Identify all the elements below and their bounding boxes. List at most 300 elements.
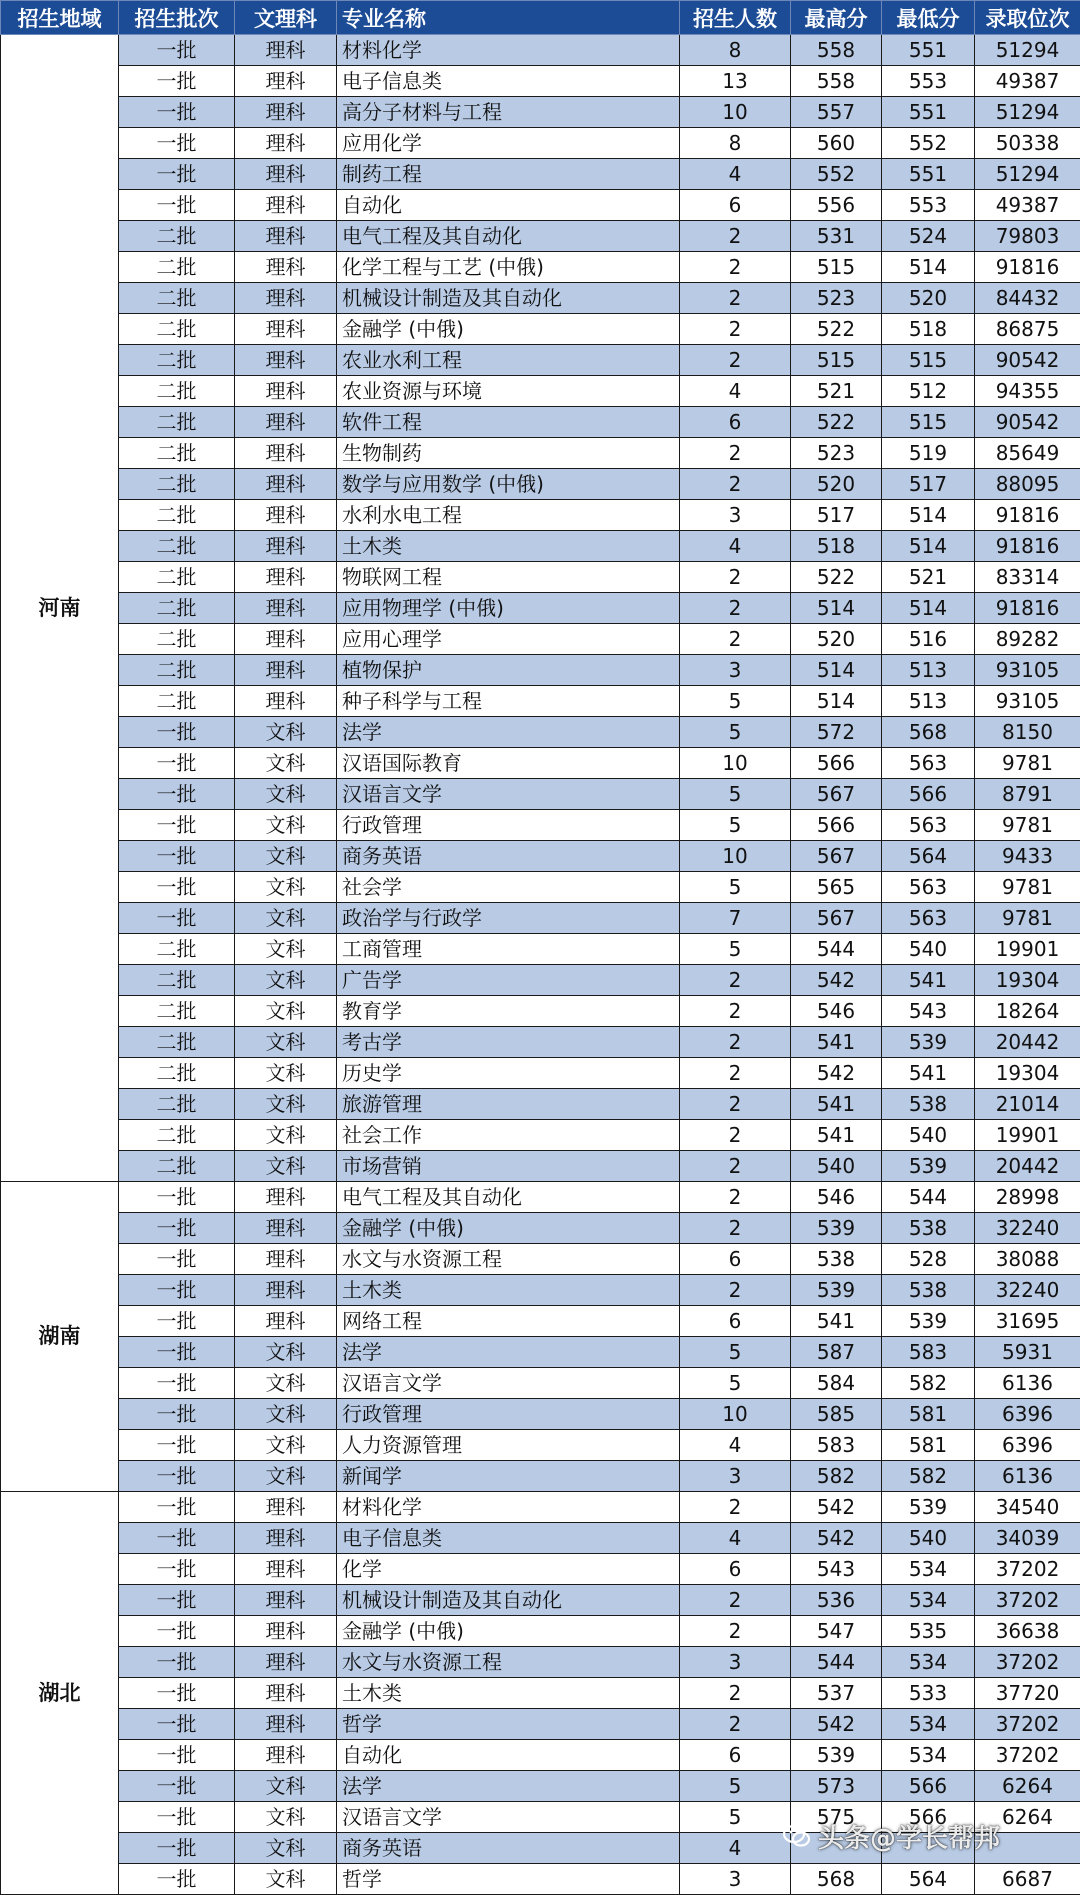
batch-cell: 一批 <box>119 66 235 97</box>
max-score-cell: 567 <box>791 841 882 872</box>
max-score-cell: 539 <box>791 1275 882 1306</box>
max-score-cell: 552 <box>791 159 882 190</box>
enrollment-cell: 3 <box>680 1647 791 1678</box>
batch-cell: 二批 <box>119 1089 235 1120</box>
table-row <box>1 1554 1080 1585</box>
max-score-cell: 541 <box>791 1306 882 1337</box>
enrollment-cell: 2 <box>680 996 791 1027</box>
batch-cell: 一批 <box>119 1585 235 1616</box>
enrollment-cell: 5 <box>680 717 791 748</box>
major-cell: 电气工程及其自动化 <box>337 221 680 252</box>
min-score-cell: 512 <box>882 376 975 407</box>
batch-cell: 二批 <box>119 531 235 562</box>
min-score-cell: 566 <box>882 1802 975 1833</box>
batch-cell: 二批 <box>119 407 235 438</box>
enrollment-cell: 2 <box>680 1213 791 1244</box>
track-cell: 理科 <box>235 1585 337 1616</box>
track-cell: 理科 <box>235 66 337 97</box>
table-row <box>1 748 1080 779</box>
major-cell: 旅游管理 <box>337 1089 680 1120</box>
batch-cell: 二批 <box>119 686 235 717</box>
table-row <box>1 1368 1080 1399</box>
table-row <box>1 1864 1080 1895</box>
max-score-cell: 531 <box>791 221 882 252</box>
min-score-cell: 520 <box>882 283 975 314</box>
major-cell: 汉语言文学 <box>337 1368 680 1399</box>
table-row <box>1 1678 1080 1709</box>
enrollment-cell: 2 <box>680 1120 791 1151</box>
min-score-cell: 515 <box>882 407 975 438</box>
major-cell: 生物制药 <box>337 438 680 469</box>
table-header <box>1 1 1080 35</box>
min-score-cell: 538 <box>882 1089 975 1120</box>
batch-cell: 一批 <box>119 1275 235 1306</box>
table-row <box>1 1740 1080 1771</box>
track-cell: 理科 <box>235 1306 337 1337</box>
batch-cell: 一批 <box>119 1523 235 1554</box>
max-score-cell: 520 <box>791 624 882 655</box>
max-score-cell: 566 <box>791 810 882 841</box>
batch-cell: 一批 <box>119 1771 235 1802</box>
track-cell: 理科 <box>235 1275 337 1306</box>
track-cell: 文科 <box>235 779 337 810</box>
table-row <box>1 1523 1080 1554</box>
table-row <box>1 345 1080 376</box>
rank-cell: 37202 <box>975 1709 1080 1740</box>
table-row <box>1 283 1080 314</box>
enrollment-cell: 10 <box>680 841 791 872</box>
enrollment-cell: 4 <box>680 1833 791 1864</box>
rank-cell: 6396 <box>975 1430 1080 1461</box>
track-cell: 理科 <box>235 252 337 283</box>
batch-cell: 一批 <box>119 810 235 841</box>
rank-cell: 6136 <box>975 1368 1080 1399</box>
max-score-cell: 518 <box>791 531 882 562</box>
table-row <box>1 190 1080 221</box>
max-score-cell: 566 <box>791 748 882 779</box>
batch-cell: 二批 <box>119 314 235 345</box>
track-cell: 文科 <box>235 717 337 748</box>
batch-cell: 一批 <box>119 1306 235 1337</box>
rank-cell: 20442 <box>975 1027 1080 1058</box>
table-row <box>1 562 1080 593</box>
enrollment-cell: 2 <box>680 1182 791 1213</box>
table-row <box>1 376 1080 407</box>
enrollment-cell: 2 <box>680 562 791 593</box>
batch-cell: 一批 <box>119 1864 235 1895</box>
min-score-cell: 563 <box>882 748 975 779</box>
rank-cell: 8791 <box>975 779 1080 810</box>
rank-cell: 19304 <box>975 965 1080 996</box>
rank-cell: 8150 <box>975 717 1080 748</box>
major-cell: 网络工程 <box>337 1306 680 1337</box>
min-score-cell: 551 <box>882 35 975 66</box>
header-region: 招生地域 <box>1 1 119 35</box>
max-score-cell: 565 <box>791 872 882 903</box>
min-score-cell: 519 <box>882 438 975 469</box>
enrollment-cell: 2 <box>680 1585 791 1616</box>
max-score-cell: 567 <box>791 903 882 934</box>
max-score-cell: 538 <box>791 1244 882 1275</box>
min-score-cell: 515 <box>882 345 975 376</box>
batch-cell: 二批 <box>119 376 235 407</box>
track-cell: 文科 <box>235 1864 337 1895</box>
max-score-cell: 560 <box>791 128 882 159</box>
header-track: 文理科 <box>235 1 337 35</box>
min-score-cell: 581 <box>882 1430 975 1461</box>
header-enrollment: 招生人数 <box>680 1 791 35</box>
min-score-cell: 524 <box>882 221 975 252</box>
max-score-cell <box>791 1833 882 1864</box>
max-score-cell: 575 <box>791 1802 882 1833</box>
major-cell: 考古学 <box>337 1027 680 1058</box>
rank-cell: 19304 <box>975 1058 1080 1089</box>
header-min-score: 最低分 <box>882 1 975 35</box>
rank-cell: 36638 <box>975 1616 1080 1647</box>
max-score-cell: 542 <box>791 1058 882 1089</box>
table-row <box>1 779 1080 810</box>
enrollment-cell: 4 <box>680 376 791 407</box>
max-score-cell: 523 <box>791 283 882 314</box>
batch-cell: 一批 <box>119 35 235 66</box>
rank-cell: 9781 <box>975 872 1080 903</box>
track-cell: 理科 <box>235 469 337 500</box>
min-score-cell: 582 <box>882 1461 975 1492</box>
enrollment-cell: 5 <box>680 934 791 965</box>
major-cell: 法学 <box>337 1337 680 1368</box>
enrollment-cell: 2 <box>680 1709 791 1740</box>
rank-cell: 6264 <box>975 1802 1080 1833</box>
table-row <box>1 1430 1080 1461</box>
enrollment-cell: 4 <box>680 159 791 190</box>
table-row <box>1 1771 1080 1802</box>
min-score-cell: 533 <box>882 1678 975 1709</box>
track-cell: 文科 <box>235 841 337 872</box>
enrollment-cell: 2 <box>680 283 791 314</box>
max-score-cell: 514 <box>791 686 882 717</box>
table-row <box>1 686 1080 717</box>
min-score-cell: 539 <box>882 1027 975 1058</box>
enrollment-cell: 2 <box>680 965 791 996</box>
region-cell: 湖北 <box>1 1492 119 1895</box>
major-cell: 汉语言文学 <box>337 1802 680 1833</box>
min-score-cell: 539 <box>882 1492 975 1523</box>
min-score-cell: 534 <box>882 1647 975 1678</box>
track-cell: 理科 <box>235 190 337 221</box>
enrollment-cell: 5 <box>680 686 791 717</box>
max-score-cell: 515 <box>791 252 882 283</box>
major-cell: 农业水利工程 <box>337 345 680 376</box>
table-row <box>1 1585 1080 1616</box>
track-cell: 理科 <box>235 624 337 655</box>
rank-cell: 9781 <box>975 903 1080 934</box>
track-cell: 理科 <box>235 1647 337 1678</box>
major-cell: 商务英语 <box>337 841 680 872</box>
track-cell: 理科 <box>235 686 337 717</box>
max-score-cell: 520 <box>791 469 882 500</box>
track-cell: 理科 <box>235 500 337 531</box>
batch-cell: 二批 <box>119 655 235 686</box>
max-score-cell: 537 <box>791 1678 882 1709</box>
rank-cell: 31695 <box>975 1306 1080 1337</box>
rank-cell: 49387 <box>975 190 1080 221</box>
min-score-cell: 513 <box>882 686 975 717</box>
max-score-cell: 541 <box>791 1120 882 1151</box>
rank-cell: 6687 <box>975 1864 1080 1895</box>
major-cell: 农业资源与环境 <box>337 376 680 407</box>
track-cell: 理科 <box>235 159 337 190</box>
track-cell: 文科 <box>235 748 337 779</box>
min-score-cell: 534 <box>882 1554 975 1585</box>
enrollment-cell: 6 <box>680 1244 791 1275</box>
batch-cell: 一批 <box>119 128 235 159</box>
major-cell: 物联网工程 <box>337 562 680 593</box>
max-score-cell: 568 <box>791 1864 882 1895</box>
major-cell: 土木类 <box>337 531 680 562</box>
table-row <box>1 593 1080 624</box>
rank-cell: 37202 <box>975 1740 1080 1771</box>
major-cell: 工商管理 <box>337 934 680 965</box>
max-score-cell: 556 <box>791 190 882 221</box>
min-score-cell: 514 <box>882 593 975 624</box>
rank-cell: 93105 <box>975 686 1080 717</box>
rank-cell <box>975 1833 1080 1864</box>
track-cell: 理科 <box>235 1709 337 1740</box>
enrollment-cell: 6 <box>680 1306 791 1337</box>
major-cell: 材料化学 <box>337 1492 680 1523</box>
rank-cell: 79803 <box>975 221 1080 252</box>
major-cell: 行政管理 <box>337 1399 680 1430</box>
max-score-cell: 558 <box>791 35 882 66</box>
major-cell: 行政管理 <box>337 810 680 841</box>
min-score-cell: 553 <box>882 66 975 97</box>
table-row <box>1 903 1080 934</box>
enrollment-cell: 2 <box>680 1027 791 1058</box>
batch-cell: 二批 <box>119 593 235 624</box>
major-cell: 电子信息类 <box>337 1523 680 1554</box>
track-cell: 理科 <box>235 593 337 624</box>
rank-cell: 19901 <box>975 1120 1080 1151</box>
major-cell: 水文与水资源工程 <box>337 1647 680 1678</box>
table-row <box>1 965 1080 996</box>
major-cell: 应用物理学 (中俄) <box>337 593 680 624</box>
enrollment-cell: 4 <box>680 1523 791 1554</box>
batch-cell: 二批 <box>119 345 235 376</box>
batch-cell: 一批 <box>119 1833 235 1864</box>
table-row <box>1 66 1080 97</box>
track-cell: 文科 <box>235 1120 337 1151</box>
track-cell: 文科 <box>235 1802 337 1833</box>
min-score-cell: 563 <box>882 903 975 934</box>
batch-cell: 二批 <box>119 1058 235 1089</box>
max-score-cell: 522 <box>791 407 882 438</box>
track-cell: 理科 <box>235 97 337 128</box>
min-score-cell: 564 <box>882 841 975 872</box>
enrollment-cell: 2 <box>680 1089 791 1120</box>
enrollment-cell: 10 <box>680 1399 791 1430</box>
enrollment-cell: 2 <box>680 593 791 624</box>
track-cell: 理科 <box>235 1182 337 1213</box>
batch-cell: 二批 <box>119 996 235 1027</box>
rank-cell: 51294 <box>975 97 1080 128</box>
track-cell: 理科 <box>235 1492 337 1523</box>
track-cell: 理科 <box>235 1740 337 1771</box>
batch-cell: 一批 <box>119 1399 235 1430</box>
batch-cell: 一批 <box>119 748 235 779</box>
batch-cell: 二批 <box>119 469 235 500</box>
major-cell: 机械设计制造及其自动化 <box>337 283 680 314</box>
rank-cell: 90542 <box>975 407 1080 438</box>
track-cell: 理科 <box>235 128 337 159</box>
table-row <box>1 1802 1080 1833</box>
watermark-text: 头条@学长帮邦 <box>818 1818 1000 1855</box>
major-cell: 水文与水资源工程 <box>337 1244 680 1275</box>
table-row <box>1 1461 1080 1492</box>
min-score-cell: 566 <box>882 1771 975 1802</box>
major-cell: 自动化 <box>337 190 680 221</box>
rank-cell: 91816 <box>975 531 1080 562</box>
major-cell: 汉语国际教育 <box>337 748 680 779</box>
table-row <box>1 1275 1080 1306</box>
major-cell: 哲学 <box>337 1709 680 1740</box>
table-body <box>1 35 1080 1895</box>
table-row <box>1 934 1080 965</box>
min-score-cell: 518 <box>882 314 975 345</box>
batch-cell: 一批 <box>119 1244 235 1275</box>
enrollment-cell: 2 <box>680 221 791 252</box>
major-cell: 化学 <box>337 1554 680 1585</box>
track-cell: 理科 <box>235 1678 337 1709</box>
min-score-cell: 563 <box>882 872 975 903</box>
major-cell: 人力资源管理 <box>337 1430 680 1461</box>
min-score-cell: 538 <box>882 1275 975 1306</box>
min-score-cell: 553 <box>882 190 975 221</box>
batch-cell: 二批 <box>119 965 235 996</box>
min-score-cell: 552 <box>882 128 975 159</box>
rank-cell: 50338 <box>975 128 1080 159</box>
batch-cell: 二批 <box>119 221 235 252</box>
batch-cell: 二批 <box>119 500 235 531</box>
rank-cell: 21014 <box>975 1089 1080 1120</box>
enrollment-cell: 2 <box>680 345 791 376</box>
major-cell: 教育学 <box>337 996 680 1027</box>
min-score-cell: 534 <box>882 1740 975 1771</box>
track-cell: 文科 <box>235 934 337 965</box>
rank-cell: 37202 <box>975 1647 1080 1678</box>
table-row <box>1 1151 1080 1182</box>
rank-cell: 20442 <box>975 1151 1080 1182</box>
rank-cell: 84432 <box>975 283 1080 314</box>
max-score-cell: 514 <box>791 593 882 624</box>
min-score-cell: 544 <box>882 1182 975 1213</box>
table-row <box>1 810 1080 841</box>
track-cell: 理科 <box>235 407 337 438</box>
max-score-cell: 542 <box>791 1709 882 1740</box>
batch-cell: 一批 <box>119 1554 235 1585</box>
enrollment-cell: 6 <box>680 190 791 221</box>
enrollment-cell: 8 <box>680 35 791 66</box>
major-cell: 电气工程及其自动化 <box>337 1182 680 1213</box>
max-score-cell: 523 <box>791 438 882 469</box>
enrollment-cell: 2 <box>680 1151 791 1182</box>
batch-cell: 一批 <box>119 159 235 190</box>
table-row <box>1 841 1080 872</box>
min-score-cell: 534 <box>882 1709 975 1740</box>
track-cell: 理科 <box>235 1244 337 1275</box>
max-score-cell: 541 <box>791 1089 882 1120</box>
table-row <box>1 531 1080 562</box>
enrollment-cell: 3 <box>680 655 791 686</box>
rank-cell: 94355 <box>975 376 1080 407</box>
table-row <box>1 1616 1080 1647</box>
max-score-cell: 536 <box>791 1585 882 1616</box>
batch-cell: 二批 <box>119 1151 235 1182</box>
batch-cell: 一批 <box>119 717 235 748</box>
track-cell: 文科 <box>235 1368 337 1399</box>
rank-cell: 86875 <box>975 314 1080 345</box>
batch-cell: 二批 <box>119 562 235 593</box>
table-row <box>1 221 1080 252</box>
batch-cell: 一批 <box>119 190 235 221</box>
min-score-cell: 543 <box>882 996 975 1027</box>
min-score-cell: 540 <box>882 934 975 965</box>
min-score-cell: 541 <box>882 1058 975 1089</box>
major-cell: 土木类 <box>337 1678 680 1709</box>
rank-cell: 93105 <box>975 655 1080 686</box>
batch-cell: 一批 <box>119 1368 235 1399</box>
rank-cell: 6396 <box>975 1399 1080 1430</box>
rank-cell: 85649 <box>975 438 1080 469</box>
batch-cell: 一批 <box>119 1492 235 1523</box>
batch-cell: 二批 <box>119 934 235 965</box>
major-cell: 软件工程 <box>337 407 680 438</box>
min-score-cell: 566 <box>882 779 975 810</box>
enrollment-cell: 2 <box>680 1492 791 1523</box>
rank-cell: 37202 <box>975 1554 1080 1585</box>
table-row <box>1 1027 1080 1058</box>
rank-cell: 9781 <box>975 810 1080 841</box>
enrollment-cell: 3 <box>680 1864 791 1895</box>
track-cell: 文科 <box>235 1337 337 1368</box>
max-score-cell: 540 <box>791 1151 882 1182</box>
batch-cell: 二批 <box>119 624 235 655</box>
batch-cell: 一批 <box>119 1182 235 1213</box>
max-score-cell: 544 <box>791 1647 882 1678</box>
min-score-cell: 539 <box>882 1306 975 1337</box>
min-score-cell: 514 <box>882 500 975 531</box>
rank-cell: 9433 <box>975 841 1080 872</box>
table-row <box>1 407 1080 438</box>
batch-cell: 一批 <box>119 1740 235 1771</box>
min-score-cell: 568 <box>882 717 975 748</box>
track-cell: 理科 <box>235 655 337 686</box>
max-score-cell: 542 <box>791 1492 882 1523</box>
track-cell: 文科 <box>235 810 337 841</box>
major-cell: 金融学 (中俄) <box>337 1213 680 1244</box>
table-row <box>1 438 1080 469</box>
min-score-cell: 528 <box>882 1244 975 1275</box>
table-row <box>1 1647 1080 1678</box>
major-cell: 新闻学 <box>337 1461 680 1492</box>
major-cell: 法学 <box>337 1771 680 1802</box>
header-rank: 录取位次 <box>975 1 1080 35</box>
enrollment-cell: 3 <box>680 500 791 531</box>
max-score-cell: 558 <box>791 66 882 97</box>
table-row <box>1 35 1080 66</box>
track-cell: 文科 <box>235 1399 337 1430</box>
min-score-cell: 514 <box>882 252 975 283</box>
enrollment-cell: 2 <box>680 438 791 469</box>
